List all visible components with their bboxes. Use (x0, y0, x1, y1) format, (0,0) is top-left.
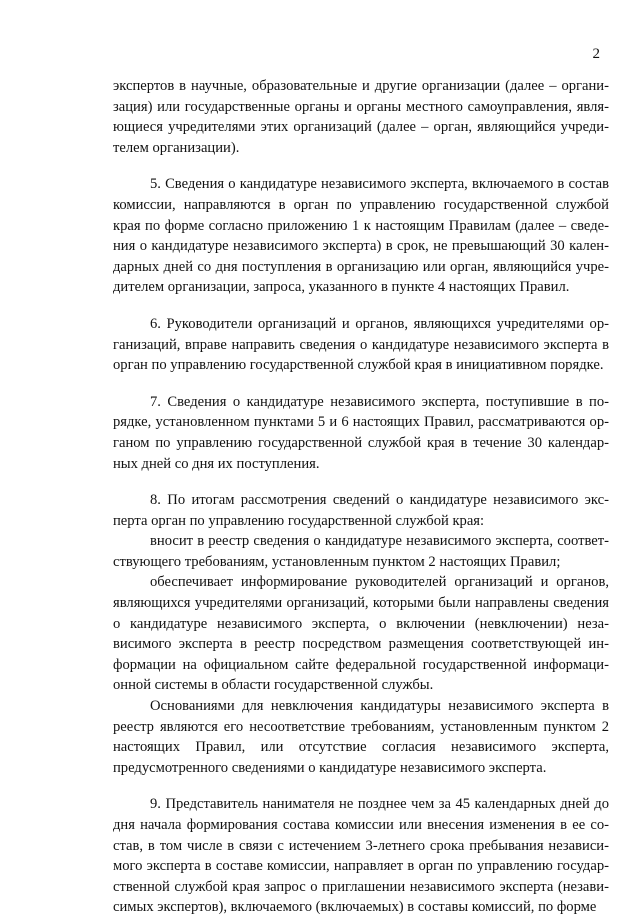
paragraph-8-item-1: вносит в реестр сведения о кандидатуре независимого эксперта, соответствующего требованиям, установленным пунктом 2 настоящих Правил; (113, 533, 609, 570)
paragraph-8-item-2: обеспечивает информирование руководителей организаций и органов, являющихся учредителями организаций, которыми были направлены сведения о кандидатуре независимого эксперта, о включении (невключении) независимого эксперта в реестр посредством размещения соответствующей информации на официальном сайте федеральной государственной информационной системы в области государственной службы. (113, 574, 609, 694)
document-body (113, 76, 609, 918)
paragraph-continuation: экспертов в научные, образовательные и другие организации (далее – организация) или государственные органы и органы местного самоуправления, являющиеся учредителями этих организаций (далее – орган, являющийся учредителем организации). (113, 78, 609, 156)
paragraph-8: 8. По итогам рассмотрения сведений о кандидатуре независимого эксперта орган по управлению государственной службой края: (113, 492, 609, 529)
paragraph-7: 7. Сведения о кандидатуре независимого эксперта, поступившие в порядке, установленном пунктами 5 и 6 настоящих Правил, рассматриваются органом по управлению государственной службой края в течение 30 календарных дней со дня их поступления. (113, 393, 609, 472)
paragraph-6: 6. Руководители организаций и органов, являющихся учредителями организаций, вправе направить сведения о кандидатуре независимого эксперта в орган по управлению государственной службой края в инициативном порядке. (113, 315, 609, 374)
page-number: 2 (592, 46, 600, 62)
paragraph-5: 5. Сведения о кандидатуре независимого эксперта, включаемого в состав комиссии, направляются в орган по управлению государственной службой края по форме согласно приложению 1 к настоящим Правилам (далее – сведения о кандидатуре независимого эксперта) в срок, не превышающий 30 календарных дней со дня поступления в организацию или орган, являющийся учредителем организации, запроса, указанного в пункте 4 настоящих Правил. (113, 176, 609, 296)
paragraph-8-grounds: Основаниями для невключения кандидатуры независимого эксперта в реестр являются его несоответствие требованиям, установленным пунктом 2 настоящих Правил, или отсутствие согласия независимого эксперта, предусмотренного сведениями о кандидатуре независимого эксперта. (113, 698, 609, 776)
paragraph-9: 9. Представитель нанимателя не позднее чем за 45 календарных дней до дня начала формирования состава комиссии или внесения изменения в ее состав, в том числе в связи с истечением 3-летнего срока пребывания независимого эксперта в составе комиссии, направляет в орган по управлению государственной службой края запрос о приглашении независимого эксперта (независимых экспертов), включаемого (включаемых) в составы комиссий, по форме (113, 796, 609, 916)
